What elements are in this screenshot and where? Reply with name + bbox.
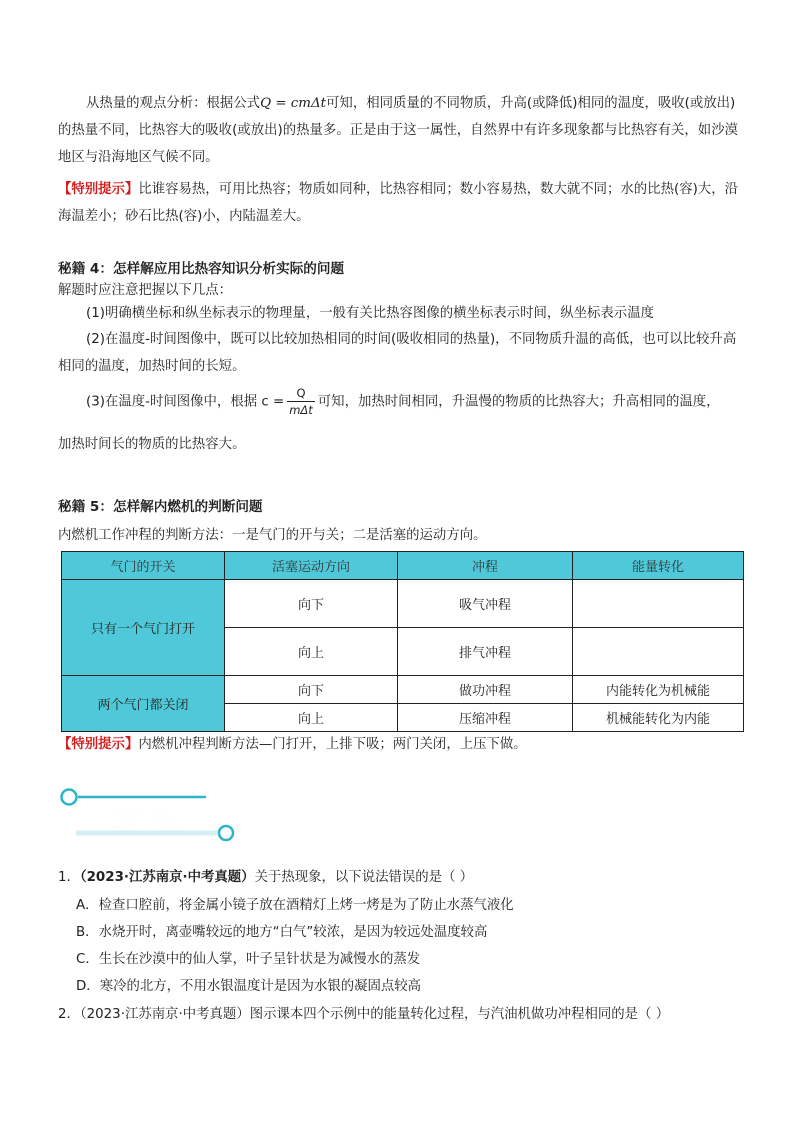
stroke-name: 压缩冲程: [398, 704, 573, 732]
piston-direction: 向上: [225, 628, 398, 676]
question-1-option-b: B．水烧开时，离壶嘴较远的地方“白气”较浓，是因为较远处温度较高: [76, 925, 488, 940]
secret4-item-3-continued: 加热时间长的物质的比热容大。: [58, 437, 246, 452]
special-tip-label: 【特别提示】: [58, 737, 139, 752]
question-2-stem: [58, 1003, 669, 1022]
special-tip-2: [58, 733, 527, 752]
energy-conversion: [573, 580, 744, 628]
item3-text-start: (3)在温度-时间图像中，根据 c =: [86, 394, 285, 410]
question-number: 1．: [58, 870, 80, 885]
col-header-stroke: 冲程: [398, 552, 573, 580]
piston-direction: 向上: [225, 704, 398, 732]
table-row: [62, 580, 744, 628]
valve-group-one-open: 只有一个气门打开: [62, 580, 225, 676]
secret4-title: 秘籍 4：怎样解应用比热容知识分析实际的问题: [58, 261, 345, 277]
valve-group-both-closed: 两个气门都关闭: [62, 676, 225, 732]
special-tip-1: [58, 176, 748, 230]
energy-conversion: 内能转化为机械能: [573, 676, 744, 704]
secret4-item-3: [86, 385, 720, 418]
secret4-item-1: (1)明确横坐标和纵坐标表示的物理量，一般有关比热容图像的横坐标表示时间，纵坐标表示温度: [86, 306, 654, 321]
secret4-item-2: (2)在温度-时间图像中，既可以比较加热相同的时间(吸收相同的热量)，不同物质升温的高低，也可以比较升高相同的温度，加热时间的长短。: [58, 332, 737, 374]
table-row: [62, 676, 744, 704]
question-text: 关于热现象，以下说法错误的是（ ）: [254, 870, 474, 885]
special-tip-label: 【特别提示】: [58, 182, 139, 197]
stroke-name: 吸气冲程: [398, 580, 573, 628]
piston-direction: 向下: [225, 676, 398, 704]
secret5-title: 秘籍 5：怎样解内燃机的判断问题: [58, 499, 263, 515]
banner-circle-right: [219, 826, 233, 840]
col-header-energy: 能量转化: [573, 552, 744, 580]
question-1-option-c: C．生长在沙漠中的仙人掌，叶子呈针状是为减慢水的蒸发: [76, 952, 421, 967]
intro-text-start: 从热量的观点分析：根据公式: [86, 96, 261, 111]
question-1-option-d: D．寒冷的北方，不用水银温度计是因为水银的凝固点较高: [76, 979, 422, 994]
question-source: （2023·江苏南京·中考真题）: [79, 1007, 250, 1022]
special-tip-text: 内燃机冲程判断方法—门打开，上排下吸；两门关闭，上压下做。: [138, 737, 527, 752]
banner-circle-left: [62, 790, 77, 805]
energy-conversion: [573, 628, 744, 676]
section-banner: [56, 785, 256, 845]
secret5-lead: 内燃机工作冲程的判断方法：一是气门的开与关；二是活塞的运动方向。: [58, 528, 487, 543]
intro-text-end: 可知，相同质量的不同物质，升高(或降低)相同的温度，吸收(或放出)的热量不同，比热容大的吸收(或放出)的热量多。正是由于这一属性，自然界中有许多现象都与比热容有关，如沙漠地区与沿海地区气候不同。: [58, 96, 738, 165]
stroke-name: 排气冲程: [398, 628, 573, 676]
question-text: 图示课本四个示例中的能量转化过程，与汽油机做功冲程相同的是（ ）: [249, 1007, 670, 1022]
specific-heat-fraction: [287, 385, 315, 418]
banner-title: 真题回顾: [100, 810, 180, 832]
piston-direction: 向下: [225, 580, 398, 628]
special-tip-text: 比谁容易热，可用比热容；物质如同种，比热容相同；数小容易热，数大就不同；水的比热(容)大，沿海温差小；砂石比热(容)小，内陆温差大。: [58, 182, 738, 224]
question-1-option-a: A．检查口腔前，将金属小镜子放在酒精灯上烤一烤是为了防止水蒸气液化: [76, 898, 514, 913]
intro-paragraph: [58, 90, 748, 171]
table-header-row: [62, 552, 744, 580]
heat-formula: Q = cmΔt: [260, 96, 327, 111]
question-1-stem: [58, 866, 473, 885]
secret4-lead: 解题时应注意把握以下几点：: [58, 283, 233, 298]
fraction-denominator: mΔt: [289, 403, 313, 417]
energy-conversion: 机械能转化为内能: [573, 704, 744, 732]
question-number: 2．: [58, 1007, 80, 1022]
engine-stroke-table: [61, 551, 744, 732]
question-source: （2023·江苏南京·中考真题）: [79, 870, 255, 885]
item3-text-end: 可知，加热时间相同，升温慢的物质的比热容大；升高相同的温度，: [317, 394, 720, 410]
fraction-numerator: Q: [287, 385, 315, 402]
col-header-valve: 气门的开关: [62, 552, 225, 580]
col-header-piston: 活塞运动方向: [225, 552, 398, 580]
stroke-name: 做功冲程: [398, 676, 573, 704]
